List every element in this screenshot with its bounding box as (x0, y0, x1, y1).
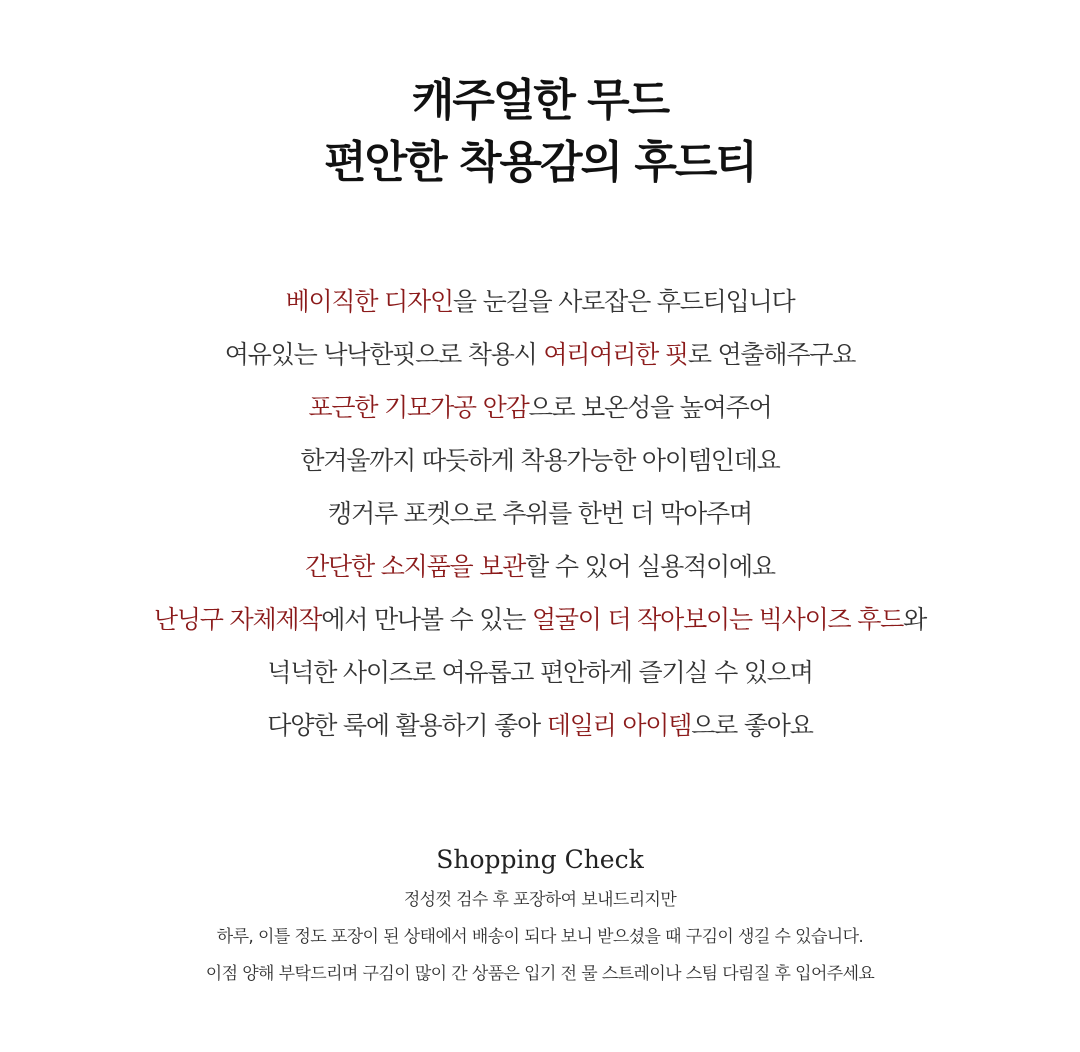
shopping-check-line: 하루, 이틀 정도 포장이 된 상태에서 배송이 되다 보니 받으셨을 때 구김이 생길 수 있습니다. (216, 927, 864, 947)
plain-text: 로 연출해주구요 (687, 340, 856, 369)
highlight-text: 간단한 소지품을 보관 (305, 552, 526, 581)
description-body (0, 275, 1080, 752)
highlight-text: 베이직한 디자인 (285, 287, 453, 316)
headline-line-1: 캐주얼한 무드 (411, 75, 669, 126)
plain-text: 할 수 있어 실용적이에요 (525, 552, 775, 581)
plain-text: 을 눈길을 사로잡은 후드티입니다 (452, 287, 795, 316)
description-line (0, 487, 1080, 540)
plain-text: 에서 만나볼 수 있는 (321, 605, 532, 634)
description-line (0, 646, 1080, 699)
highlight-text: 얼굴이 더 작아보이는 빅사이즈 후드 (531, 605, 904, 634)
highlight-text: 포근한 기모가공 안감 (308, 393, 529, 422)
plain-text: 여유있는 낙낙한핏으로 착용시 (224, 340, 544, 369)
plain-text: 으로 보온성을 높여주어 (528, 393, 772, 422)
highlight-text: 데일리 아이템 (546, 711, 692, 740)
description-line (0, 699, 1080, 752)
shopping-check-line: 정성껏 검수 후 포장하여 보내드리지만 (403, 890, 677, 910)
headline (0, 70, 1080, 194)
description-line (0, 381, 1080, 434)
plain-text: 다양한 룩에 활용하기 좋아 (267, 711, 547, 740)
shopping-check-line: 이점 양해 부탁드리며 구김이 많이 간 상품은 입기 전 물 스트레이나 스팀 다림질 후 입어주세요 (205, 964, 875, 984)
headline-line-2: 편안한 착용감의 후드티 (324, 137, 756, 188)
shopping-check-title: Shopping Check (436, 845, 644, 874)
description-line (0, 275, 1080, 328)
plain-text: 와 (903, 605, 927, 634)
description-line (0, 434, 1080, 487)
highlight-text: 여리여리한 핏 (543, 340, 688, 369)
description-line (0, 328, 1080, 381)
plain-text: 한겨울까지 따듯하게 착용가능한 아이템인데요 (300, 446, 780, 475)
plain-text: 캥거루 포켓으로 추위를 한번 더 막아주며 (328, 499, 752, 528)
shopping-check-section (0, 838, 1080, 993)
plain-text: 넉넉한 사이즈로 여유롭고 편안하게 즐기실 수 있으며 (267, 658, 813, 687)
plain-text: 으로 좋아요 (691, 711, 813, 740)
highlight-text: 난닝구 자체제작 (153, 605, 322, 634)
description-line (0, 540, 1080, 593)
description-line (0, 593, 1080, 646)
